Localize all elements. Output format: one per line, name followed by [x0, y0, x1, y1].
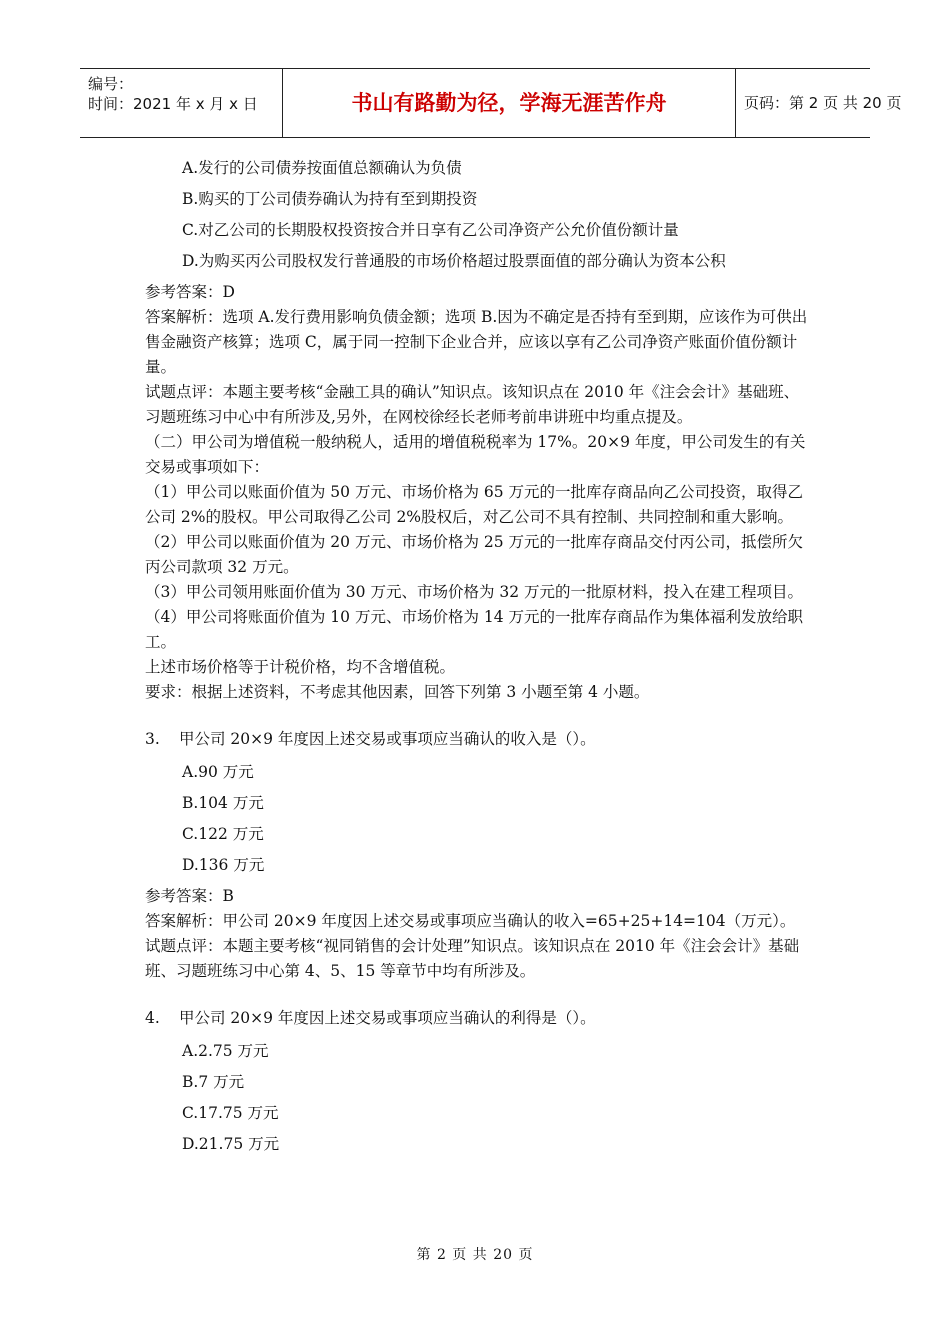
header-meta — [80, 69, 282, 137]
option-b: B.购买的丁公司债券确认为持有至到期投资 — [182, 190, 478, 208]
q3-comment: 试题点评：本题主要考核“视同销售的会计处理”知识点。该知识点在 2010 年《注会会计》基础班、习题班练习中心第 4、5、15 等章节中均有所涉及。 — [145, 937, 800, 980]
case-intro: （二）甲公司为增值税一般纳税人，适用的增值税税率为 17%。20×9 年度，甲公司发生的有关交易或事项如下： — [145, 433, 806, 476]
page-header — [80, 68, 902, 138]
header-page-label: 页码：第 2 页 共 20 页 — [744, 94, 902, 112]
page-footer: 第 2 页 共 20 页 — [416, 1247, 534, 1263]
q2-options — [145, 156, 810, 274]
q3-option-c: C.122 万元 — [182, 825, 264, 843]
q3-answer: 参考答案：B — [145, 887, 234, 905]
document-body — [145, 156, 810, 1163]
case-item-1: （1）甲公司以账面价值为 50 万元、市场价格为 65 万元的一批库存商品向乙公司投资，取得乙公司 2%的股权。甲公司取得乙公司 2%股权后，对乙公司不具有控制、共同控制和重大影响。 — [145, 483, 804, 526]
option-a: A.发行的公司债券按面值总额确认为负债 — [182, 159, 462, 177]
case-item-4: （4）甲公司将账面价值为 10 万元、市场价格为 14 万元的一批库存商品作为集体福利发放给职工。 — [145, 608, 804, 651]
option-c: C.对乙公司的长期股权投资按合并日享有乙公司净资产公允价值份额计量 — [182, 221, 679, 239]
q3-analysis: 答案解析：甲公司 20×9 年度因上述交易或事项应当确认的收入=65+25+14=104（万元）。 — [145, 912, 796, 930]
case-item-3: （3）甲公司领用账面价值为 30 万元、市场价格为 32 万元的一批原材料，投入在建工程项目。 — [145, 583, 804, 601]
q2-comment: 试题点评：本题主要考核“金融工具的确认”知识点。该知识点在 2010 年《注会会计》基础班、习题班练习中心中有所涉及,另外，在网校徐经长老师考前串讲班中均重点提及。 — [145, 383, 800, 426]
header-motto: 书山有路勤为径，学海无涯苦作舟 — [282, 69, 736, 137]
question-3-number: 3. — [145, 730, 160, 748]
question-3 — [145, 727, 810, 752]
q2-analysis: 答案解析：选项 A.发行费用影响负债金额；选项 B.因为不确定是否持有至到期，应该作为可供出售金融资产核算；选项 C，属于同一控制下企业合并，应该以享有乙公司净资产账面价值份额计量。 — [145, 308, 808, 376]
question-4-text: 甲公司 20×9 年度因上述交易或事项应当确认的利得是（）。 — [179, 1009, 596, 1027]
case-requirement: 要求：根据上述资料，不考虑其他因素，回答下列第 3 小题至第 4 小题。 — [145, 683, 650, 701]
q4-option-b: B.7 万元 — [182, 1073, 245, 1091]
q3-option-a: A.90 万元 — [182, 763, 254, 781]
question-4-number: 4. — [145, 1009, 160, 1027]
q4-option-a: A.2.75 万元 — [182, 1042, 269, 1060]
q4-option-d: D.21.75 万元 — [182, 1135, 280, 1153]
case-note: 上述市场价格等于计税价格，均不含增值税。 — [145, 658, 456, 676]
question-3-text: 甲公司 20×9 年度因上述交易或事项应当确认的收入是（）。 — [179, 730, 596, 748]
q4-option-c: C.17.75 万元 — [182, 1104, 279, 1122]
q2-answer: 参考答案：D — [145, 283, 235, 301]
option-d: D.为购买丙公司股权发行普通股的市场价格超过股票面值的部分确认为资本公积 — [182, 252, 726, 270]
q3-option-b: B.104 万元 — [182, 794, 264, 812]
doc-number-label: 编号： — [88, 75, 134, 93]
question-4 — [145, 1006, 810, 1031]
doc-time-label: 时间：2021 年 x 月 x 日 — [88, 95, 258, 113]
case-item-2: （2）甲公司以账面价值为 20 万元、市场价格为 25 万元的一批库存商品交付丙公司，抵偿所欠丙公司款项 32 万元。 — [145, 533, 804, 576]
q3-option-d: D.136 万元 — [182, 856, 265, 874]
